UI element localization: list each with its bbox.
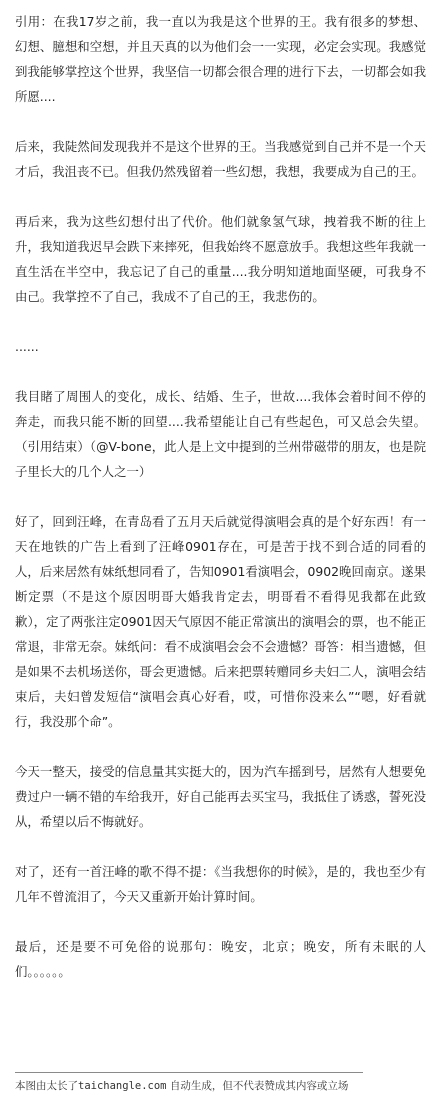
paragraph-quote-end: 我目睹了周围人的变化，成长、结婚、生子，世故....我体会着时间不停的奔走，而我只能不断的回望....我希望能让自己有些起色，可又总会失望。（引用结束）（@V-bone，此人是上文中提到的兰州带磁带的朋友，也是院子里长大的几个人之一） xyxy=(15,389,426,479)
paragraph-quote-later: 后来，我陡然间发现我并不是这个世界的王。当我感觉到自己并不是一个天才后，我沮丧不已。但我仍然残留着一些幻想，我想，我要成为自己的王。 xyxy=(15,139,426,179)
paragraph-gap xyxy=(15,734,426,759)
paragraph-gap xyxy=(15,109,426,134)
paragraph-quote-price: 再后来，我为这些幻想付出了代价。他们就象氢气球，拽着我不断的往上升，我知道我迟早会跌下来摔死，但我始终不愿意放手。我想这些年我就一直生活在半空中，我忘记了自己的重量....我分明知道地面坚硬，可我身不由己。我掌控不了自己，我成不了自己的王，我悲伤的。 xyxy=(15,214,426,304)
paragraph-gap xyxy=(15,184,426,209)
paragraph-gap xyxy=(15,834,426,859)
paragraph-gap xyxy=(15,359,426,384)
paragraph-ellipsis: ...... xyxy=(15,339,39,354)
paragraph-goodnight: 最后，还是要不可免俗的说那句：晚安，北京；晚安，所有未眠的人们。。。。。。 xyxy=(15,939,426,979)
paragraph-gap xyxy=(15,909,426,934)
paragraph-gap xyxy=(15,309,426,334)
paragraph-song: 对了，还有一首汪峰的歌不得不提：《当我想你的时候》，是的，我也至少有几年不曾流泪了，今天又重新开始计算时间。 xyxy=(15,864,426,904)
paragraph-concert: 好了，回到汪峰，在青岛看了五月天后就觉得演唱会真的是个好东西！有一天在地铁的广告上看到了汪峰0901存在，可是苦于找不到合适的同看的人，后来居然有妹纸想同看了，告知0901看演唱会，0902晚回南京。遂果断定票（不是这个原因明哥大婚我肯定去，明哥看不看得见我都在此致歉），定了两张注定0901因天气原因不能正常演出的演唱会的票，也不能正常退，非常无奈。妹纸问：看不成演唱会会不会遗憾？哥答：相当遗憾，但是如果不去机场送你，哥会更遗憾。后来把票转赠同乡夫妇二人，演唱会结束后，夫妇曾发短信“演唱会真心好看，哎，可惜你没来么”“嗯，好看就行，我没那个命”。 xyxy=(15,514,426,729)
footer-site-link[interactable]: taichangle.com xyxy=(78,1080,167,1092)
footer-credit xyxy=(15,1077,348,1095)
footer-suffix: 自动生成，但不代表赞成其内容或立场 xyxy=(166,1080,349,1092)
paragraph-gap xyxy=(15,484,426,509)
footer-prefix: 本图由太长了 xyxy=(15,1080,78,1092)
paragraph-quote-intro: 引用：在我17岁之前，我一直以为我是这个世界的王。我有很多的梦想、幻想、臆想和空想，并且天真的以为他们会一一实现，必定会实现。我感觉到我能够掌控这个世界，我坚信一切都会很合理的进行下去，一切都会如我所愿.... xyxy=(15,14,426,104)
paragraph-today: 今天一整天，接受的信息量其实挺大的，因为汽车摇到号，居然有人想要免费过户一辆不错的车给我开，好自己能再去买宝马，我抵住了诱惑，誓死没从，希望以后不悔就好。 xyxy=(15,764,426,829)
footer-divider xyxy=(15,1072,363,1073)
